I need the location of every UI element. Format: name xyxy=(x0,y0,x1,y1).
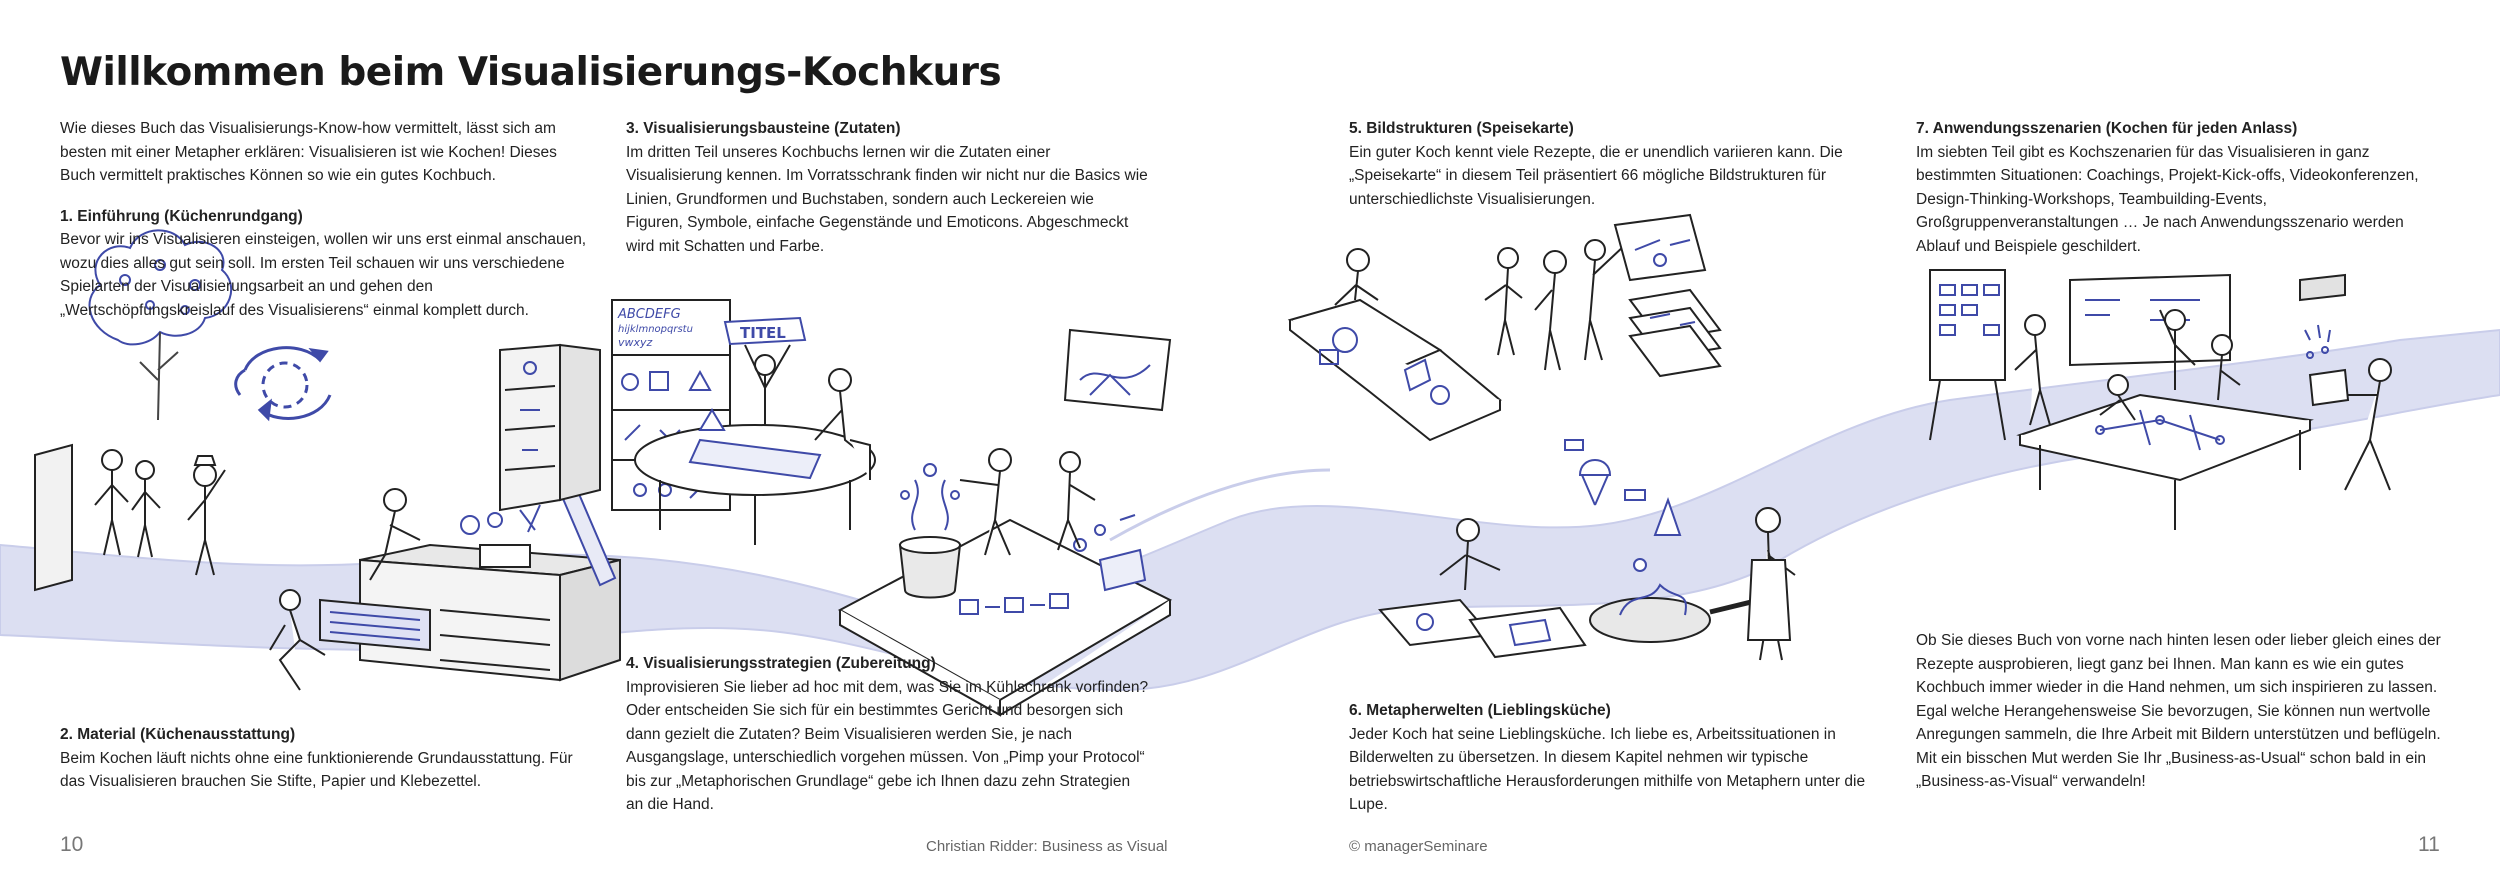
section-3-body: Im dritten Teil unseres Kochbuchs lernen wir die Zutaten einer Visualisierung kennen. Im Vorratsschrank finden wir nicht nur die Basics wie Linien, Grundformen und Buchstaben, sondern auch Leckereien wie Figuren, Symbole, einfache Gegenstände und Emoticons. Abgeschmeckt wird mit Schatten und Farbe. xyxy=(626,143,1148,255)
page-number-right: 11 xyxy=(2418,833,2440,856)
section-7-heading: 7. Anwendungsszenarien (Kochen für jeden Anlass) xyxy=(1916,120,2298,137)
column-3-section xyxy=(626,117,1148,258)
closing-text: Ob Sie dieses Buch von vorne nach hinten lesen oder lieber gleich eines der Rezepte ausprobieren, liegt ganz bei Ihnen. Man kann es wie ein gutes Kochbuch immer wieder in die Hand nehmen, um sich inspirieren zu lassen. Egal welche Herangehensweise Sie bevorzugen, Sie können nun wertvolle Anregungen sammeln, die Ihre Arbeit mit Bildern unterstützen und beflügeln. Mit ein bisschen Mut werden Sie Ihr „Business-as-Usual“ schon bald in ein „Business-as-Visual“ verwandeln! xyxy=(1916,632,2441,790)
column-7-section xyxy=(1916,117,2446,258)
wall-picture xyxy=(1065,330,1170,410)
person-at-cooking-table xyxy=(1058,452,1095,550)
section-2-heading: 2. Material (Küchenausstattung) xyxy=(60,726,296,743)
cooking-pot xyxy=(900,537,960,598)
column-4-section xyxy=(626,652,1151,817)
steam-ingredients xyxy=(901,464,959,530)
section-6-heading: 6. Metapherwelten (Lieblingsküche) xyxy=(1349,702,1611,719)
person-with-book xyxy=(1335,249,1378,305)
meeting-table xyxy=(635,425,875,545)
watering-box xyxy=(2310,370,2348,405)
column-5-section xyxy=(1349,117,1884,211)
column-2-section xyxy=(60,723,595,794)
paper-sheets-6 xyxy=(1380,600,1585,657)
door-drawing xyxy=(35,445,72,590)
book-title-footer: Christian Ridder: Business as Visual xyxy=(926,838,1168,855)
section-6-body: Jeder Koch hat seine Lieblingsküche. Ich liebe es, Arbeitssituationen in Bilderwelten zu übersetzen. In diesem Kapitel nehmen wir typische betriebswirtschaftliche Herausforderungen mithilfe von Metaphern unter die Lupe. xyxy=(1349,725,1866,813)
people-group-5 xyxy=(1485,240,1625,370)
publisher-footer: © managerSeminare xyxy=(1349,838,1488,855)
section-7-body: Im siebten Teil gibt es Kochszenarien für das Visualisieren in ganz bestimmten Situationen: Coachings, Projekt-Kick-offs, Videokonferenzen, Design-Thinking-Workshops, Teambuilding-Events, Großgruppenveranstaltungen … Je nach Anwendungsszenario werden Ablauf und Beispiele geschildert. xyxy=(1916,143,2419,255)
intro-text: Wie dieses Buch das Visualisierungs-Know-how vermittelt, lässt sich am besten mit einer Metapher erklären: Visualisieren ist wie Kochen! Dieses Buch vermittelt praktisches Können so wie ein gutes Kochbuch. xyxy=(60,120,557,184)
section-4-heading: 4. Visualisierungsstrategien (Zubereitung) xyxy=(626,655,936,672)
cycle-arrows-drawing xyxy=(236,348,330,419)
column-6-section xyxy=(1349,699,1884,817)
cabinet-drawing xyxy=(500,345,600,510)
open-book xyxy=(1290,300,1500,440)
page-title: Willkommen beim Visualisierungs-Kochkurs xyxy=(60,50,1002,95)
page-number-left: 10 xyxy=(60,833,84,856)
shelf-letters-2: hijklmnopqrstu xyxy=(618,324,693,335)
closing-paragraph xyxy=(1916,629,2446,794)
titel-banner xyxy=(725,318,805,344)
section-5-body: Ein guter Koch kennt viele Rezepte, die er unendlich variieren kann. Die „Speisekarte“ in diesem Teil präsentiert 66 mögliche Bildstrukturen für unterschiedlichste Visualisierungen. xyxy=(1349,143,1843,208)
section-3-heading: 3. Visualisierungsbausteine (Zutaten) xyxy=(626,120,901,137)
section-5-heading: 5. Bildstrukturen (Speisekarte) xyxy=(1349,120,1574,137)
section-1-heading: 1. Einführung (Küchenrundgang) xyxy=(60,207,303,225)
shelf-letters-1: ABCDEFG xyxy=(618,307,681,322)
section-4-body: Improvisieren Sie lieber ad hoc mit dem, was Sie im Kühlschrank vorfinden? Oder entscheiden Sie sich für ein bestimmtes Gericht und besorgen sich dann gezielt die Zutaten? Beim Visualisieren werden Sie, je nach Ausgangslage, unterschiedlich vorgehen müssen. Von „Pimp your Protocol“ bis zur „Metaphorischen Grundlage“ gebe ich Ihnen dazu zehn Strategien an die Hand. xyxy=(626,678,1149,813)
section-1-body: Bevor wir ins Visualisieren einsteigen, wollen wir uns erst einmal anschauen, wozu dies alles gut sein soll. Im ersten Teil schauen wir uns verschiedene Spielarten der Visualisierungsarbeit an und gehen den „Wertschöpfungskreislauf des Visualisierens“ einmal komplett durch. xyxy=(60,231,587,319)
banner-title: TITEL xyxy=(740,324,786,342)
shelf-letters-3: vwxyz xyxy=(618,336,653,349)
column-1 xyxy=(60,117,595,322)
projector xyxy=(2300,275,2345,300)
menu-sheets xyxy=(1615,215,1720,376)
desk-drawing xyxy=(320,545,620,680)
section-2-body: Beim Kochen läuft nichts ohne eine funktionierende Grundausstattung. Für das Visualisieren brauchen Sie Stifte, Papier und Klebezettel. xyxy=(60,749,573,790)
